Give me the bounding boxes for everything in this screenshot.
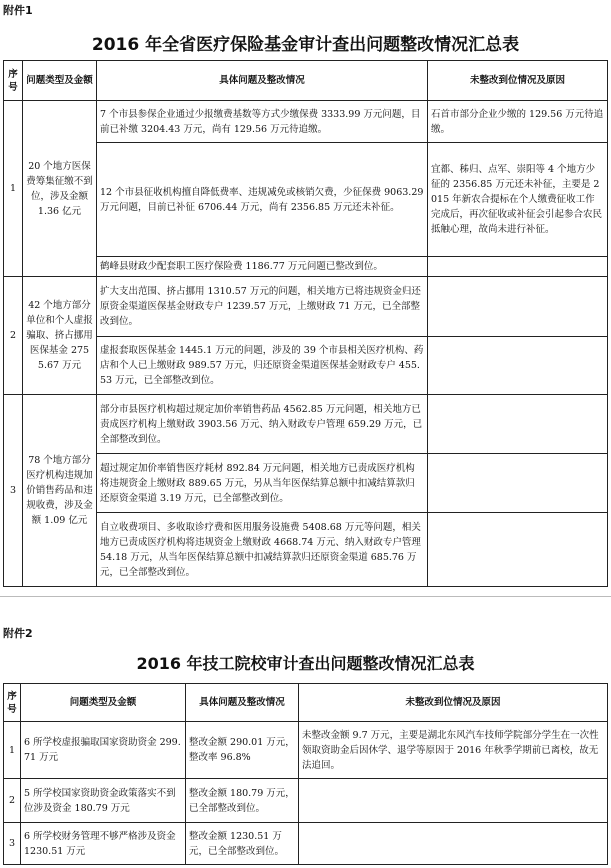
row-number: 3 <box>4 823 21 865</box>
attachment2-label: 附件2 <box>3 627 33 640</box>
reason-cell: 宜都、秭归、点军、崇阳等 4 个地方少征的 2356.85 万元还未补征，主要是 2015 年新农合提标在个人缴费征收工作完成后，再次征收或补征会引起参合农民抵触心理，故尚未进行补征。 <box>428 143 608 257</box>
reason-cell <box>428 337 608 395</box>
row-number: 2 <box>4 779 21 823</box>
detail-cell: 超过规定加价率销售医疗耗材 892.84 万元问题，相关地方已责成医疗机构将违规资金上缴财政 889.65 万元，另从当年医保结算总额中扣减结算款归还原资金渠道 3.19 万元，已全部整改到位。 <box>97 454 428 513</box>
problem-type-cell: 6 所学校财务管理不够严格涉及资金 1230.51 万元 <box>21 823 186 865</box>
reason-cell: 石首市部分企业少缴的 129.56 万元待追缴。 <box>428 101 608 143</box>
header-no: 序号 <box>4 684 21 722</box>
attachment2-table <box>3 683 608 865</box>
header-detail: 具体问题及整改情况 <box>186 684 299 722</box>
attachment1-table <box>3 60 608 587</box>
reason-cell <box>299 779 608 823</box>
reason-cell <box>428 277 608 337</box>
detail-cell: 部分市县医疗机构超过规定加价率销售药品 4562.85 万元问题，相关地方已责成医疗机构上缴财政 3903.56 万元、纳入财政专户管理 659.29 万元，已全部整改到位。 <box>97 395 428 454</box>
reason-cell <box>428 454 608 513</box>
header-detail: 具体问题及整改情况 <box>97 61 428 101</box>
detail-cell: 虚报套取医保基金 1445.1 万元的问题，涉及的 39 个市县相关医疗机构、药店和个人已上缴财政 989.57 万元，归还原资金渠道医保基金财政专户 455.53 万元，已全部整改到位。 <box>97 337 428 395</box>
header-reason: 未整改到位情况及原因 <box>428 61 608 101</box>
header-type: 问题类型及金额 <box>21 684 186 722</box>
problem-type-cell: 5 所学校国家资助资金政策落实不到位涉及资金 180.79 万元 <box>21 779 186 823</box>
detail-cell: 12 个市县征收机构擅自降低费率、违规减免或核销欠费，少征保费 9063.29 万元问题，目前已补征 6706.44 万元，尚有 2356.85 万元还未补征。 <box>97 143 428 257</box>
detail-cell: 整改金额 1230.51 万元，已全部整改到位。 <box>186 823 299 865</box>
header-reason: 未整改到位情况及原因 <box>299 684 608 722</box>
attachment2-title: 2016 年技工院校审计查出问题整改情况汇总表 <box>136 654 475 673</box>
row-number: 1 <box>4 722 21 779</box>
problem-type-cell: 20 个地方医保费筹集征缴不到位，涉及金额 1.36 亿元 <box>23 101 97 277</box>
detail-cell: 整改金额 180.79 万元，已全部整改到位。 <box>186 779 299 823</box>
problem-type-cell: 78 个地方部分医疗机构违规加价销售药品和违规收费，涉及金额 1.09 亿元 <box>23 395 97 587</box>
reason-cell: 未整改金额 9.7 万元，主要是湖北东风汽车技师学院部分学生在一次性领取资助金后因休学、退学等原因于 2016 年秋季学期前已离校，故无法追回。 <box>299 722 608 779</box>
row-number: 1 <box>4 101 23 277</box>
row-number: 2 <box>4 277 23 395</box>
detail-cell: 自立收费项目、多收取诊疗费和医用服务设施费 5408.68 万元等问题，相关地方已责成医疗机构将违规资金上缴财政 4668.74 万元、纳入财政专户管理 54.18 万元，从当年医保结算总额中扣减结算款归还原资金渠道 685.76 万元，已全部整改到位。 <box>97 513 428 587</box>
header-no: 序号 <box>4 61 23 101</box>
header-type: 问题类型及金额 <box>23 61 97 101</box>
detail-cell: 7 个市县参保企业通过少报缴费基数等方式少缴保费 3333.99 万元问题，目前已补缴 3204.43 万元，尚有 129.56 万元待追缴。 <box>97 101 428 143</box>
problem-type-cell: 42 个地方部分单位和个人虚报骗取、挤占挪用医保基金 2755.67 万元 <box>23 277 97 395</box>
reason-cell <box>428 257 608 277</box>
section-divider <box>0 596 611 597</box>
reason-cell <box>299 823 608 865</box>
attachment1-label: 附件1 <box>3 4 33 17</box>
detail-cell: 整改金额 290.01 万元，整改率 96.8% <box>186 722 299 779</box>
attachment1-title: 2016 年全省医疗保险基金审计查出问题整改情况汇总表 <box>91 35 520 55</box>
reason-cell <box>428 513 608 587</box>
problem-type-cell: 6 所学校虚报骗取国家资助资金 299.71 万元 <box>21 722 186 779</box>
row-number: 3 <box>4 395 23 587</box>
detail-cell: 鹤峰县财政少配套职工医疗保险费 1186.77 万元问题已整改到位。 <box>97 257 428 277</box>
reason-cell <box>428 395 608 454</box>
detail-cell: 扩大支出范围、挤占挪用 1310.57 万元的问题，相关地方已将违规资金归还原资金渠道医保基金财政专户 1239.57 万元，上缴财政 71 万元，已全部整改到位。 <box>97 277 428 337</box>
